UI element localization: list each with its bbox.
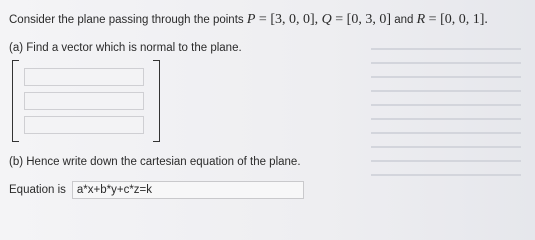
left-bracket (12, 60, 19, 142)
question-text: Consider the plane passing through the points P = [3, 0, 0], Q = [0, 3, 0] and R = [0, 0, 1]. (9, 12, 488, 27)
normal-vector-x-input[interactable] (24, 68, 144, 86)
point-q-value: [0, 3, 0] (346, 12, 391, 27)
equation-label: Equation is (9, 184, 66, 196)
stripe (371, 146, 521, 148)
normal-vector-z-input[interactable] (24, 116, 144, 134)
point-p-value: [3, 0, 0] (270, 12, 315, 27)
right-bracket (153, 60, 160, 142)
equation-row (9, 181, 304, 199)
normal-vector-y-input[interactable] (24, 92, 144, 110)
point-r-label: R (416, 12, 426, 27)
point-p-label: P (246, 12, 256, 27)
point-q-label: Q (321, 12, 332, 27)
point-r-value: [0, 0, 1]. (440, 12, 488, 27)
question-intro: Consider the plane passing through the points (9, 14, 244, 26)
stripe (371, 104, 521, 106)
stripe (371, 132, 521, 134)
stripe (371, 48, 521, 50)
background-stripes (371, 48, 521, 188)
equation-input[interactable] (72, 181, 304, 199)
part-b-prompt: (b) Hence write down the cartesian equation of the plane. (9, 156, 301, 168)
stripe (371, 76, 521, 78)
stripe (371, 90, 521, 92)
normal-vector-matrix (12, 60, 160, 142)
stripe (371, 62, 521, 64)
part-a-prompt: (a) Find a vector which is normal to the plane. (9, 42, 242, 54)
stripe (371, 174, 521, 176)
stripe (371, 160, 521, 162)
stripe (371, 118, 521, 120)
question-conjunction: and (394, 14, 414, 26)
